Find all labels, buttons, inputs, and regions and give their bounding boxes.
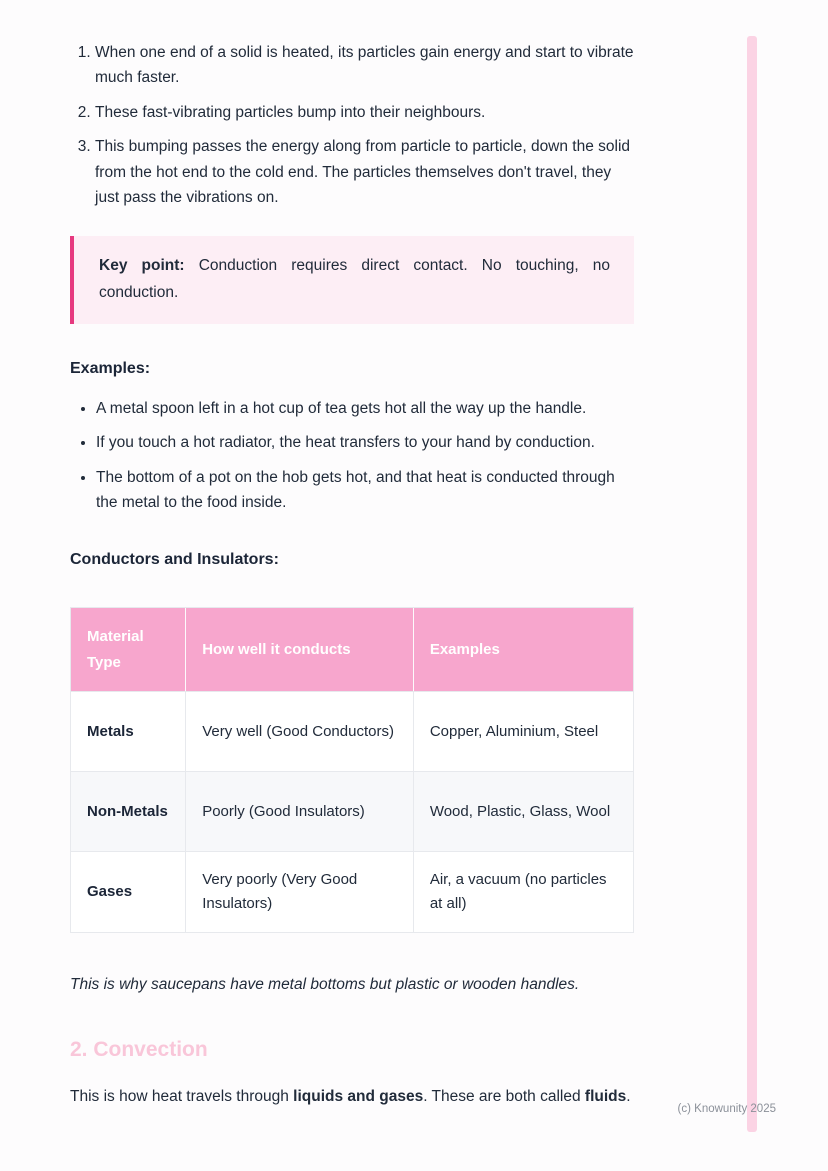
list-item: • If you touch a hot radiator, the heat transfers to your hand by conduction. xyxy=(96,430,634,455)
table-cell: Metals xyxy=(71,691,186,771)
examples-heading: Examples: xyxy=(70,359,151,377)
keypoint-callout xyxy=(70,236,634,323)
table-cell: Very well (Good Conductors) xyxy=(186,691,414,771)
table-cell: Wood, Plastic, Glass, Wool xyxy=(414,771,633,851)
examples-list xyxy=(70,396,634,516)
table-cell: Poorly (Good Insulators) xyxy=(186,771,414,851)
keypoint-label: Key point: xyxy=(99,257,185,275)
text-segment: . xyxy=(626,1088,631,1106)
table-header-examples: Examples xyxy=(414,608,633,691)
convection-intro-paragraph xyxy=(70,1084,634,1110)
copyright-footer: (c) Knowunity 2025 xyxy=(677,1103,776,1115)
table-row xyxy=(71,851,633,932)
table-header-row xyxy=(71,608,633,691)
saucepan-note: This is why saucepans have metal bottoms but plastic or wooden handles. xyxy=(70,976,580,994)
page-edge-strip xyxy=(747,36,757,1132)
conduction-steps-list xyxy=(70,40,634,210)
table-cell: Gases xyxy=(71,851,186,932)
keypoint-text xyxy=(99,253,610,306)
table-cell: Non-Metals xyxy=(71,771,186,851)
bold-fluids: fluids xyxy=(584,1088,627,1106)
conductors-table xyxy=(70,607,634,933)
conductors-insulators-heading: Conductors and Insulators: xyxy=(70,551,279,569)
table-cell: Air, a vacuum (no particles at all) xyxy=(414,851,633,932)
table-cell: Copper, Aluminium, Steel xyxy=(414,691,633,771)
list-item: 3. This bumping passes the energy along from particle to particle, down the solid from the hot end to the cold end. The particles themselves don't travel, they just pass the vibrations on. xyxy=(95,134,634,210)
text-segment: . These are both called xyxy=(423,1088,585,1106)
conductors-table-wrap xyxy=(70,607,634,933)
table-header-how-well: How well it conducts xyxy=(186,608,414,691)
table-cell: Very poorly (Very Good Insulators) xyxy=(186,851,414,932)
list-item: 2. These fast-vibrating particles bump into their neighbours. xyxy=(95,100,634,125)
table-row xyxy=(71,771,633,851)
table-row xyxy=(71,691,633,771)
bold-liquids-gases: liquids and gases xyxy=(293,1088,424,1106)
keypoint-body: Conduction requires direct contact. No touching, no conduction. xyxy=(99,257,610,302)
document-content xyxy=(70,40,634,1111)
convection-section-heading: 2. Convection xyxy=(70,1038,208,1062)
text-segment: This is how heat travels through xyxy=(70,1088,294,1106)
list-item: • The bottom of a pot on the hob gets hot, and that heat is conducted through the metal to the food inside. xyxy=(96,465,634,516)
table-header-material-type: Material Type xyxy=(71,608,186,691)
list-item: • A metal spoon left in a hot cup of tea gets hot all the way up the handle. xyxy=(96,396,634,421)
list-item: 1. When one end of a solid is heated, its particles gain energy and start to vibrate much faster. xyxy=(95,40,634,91)
